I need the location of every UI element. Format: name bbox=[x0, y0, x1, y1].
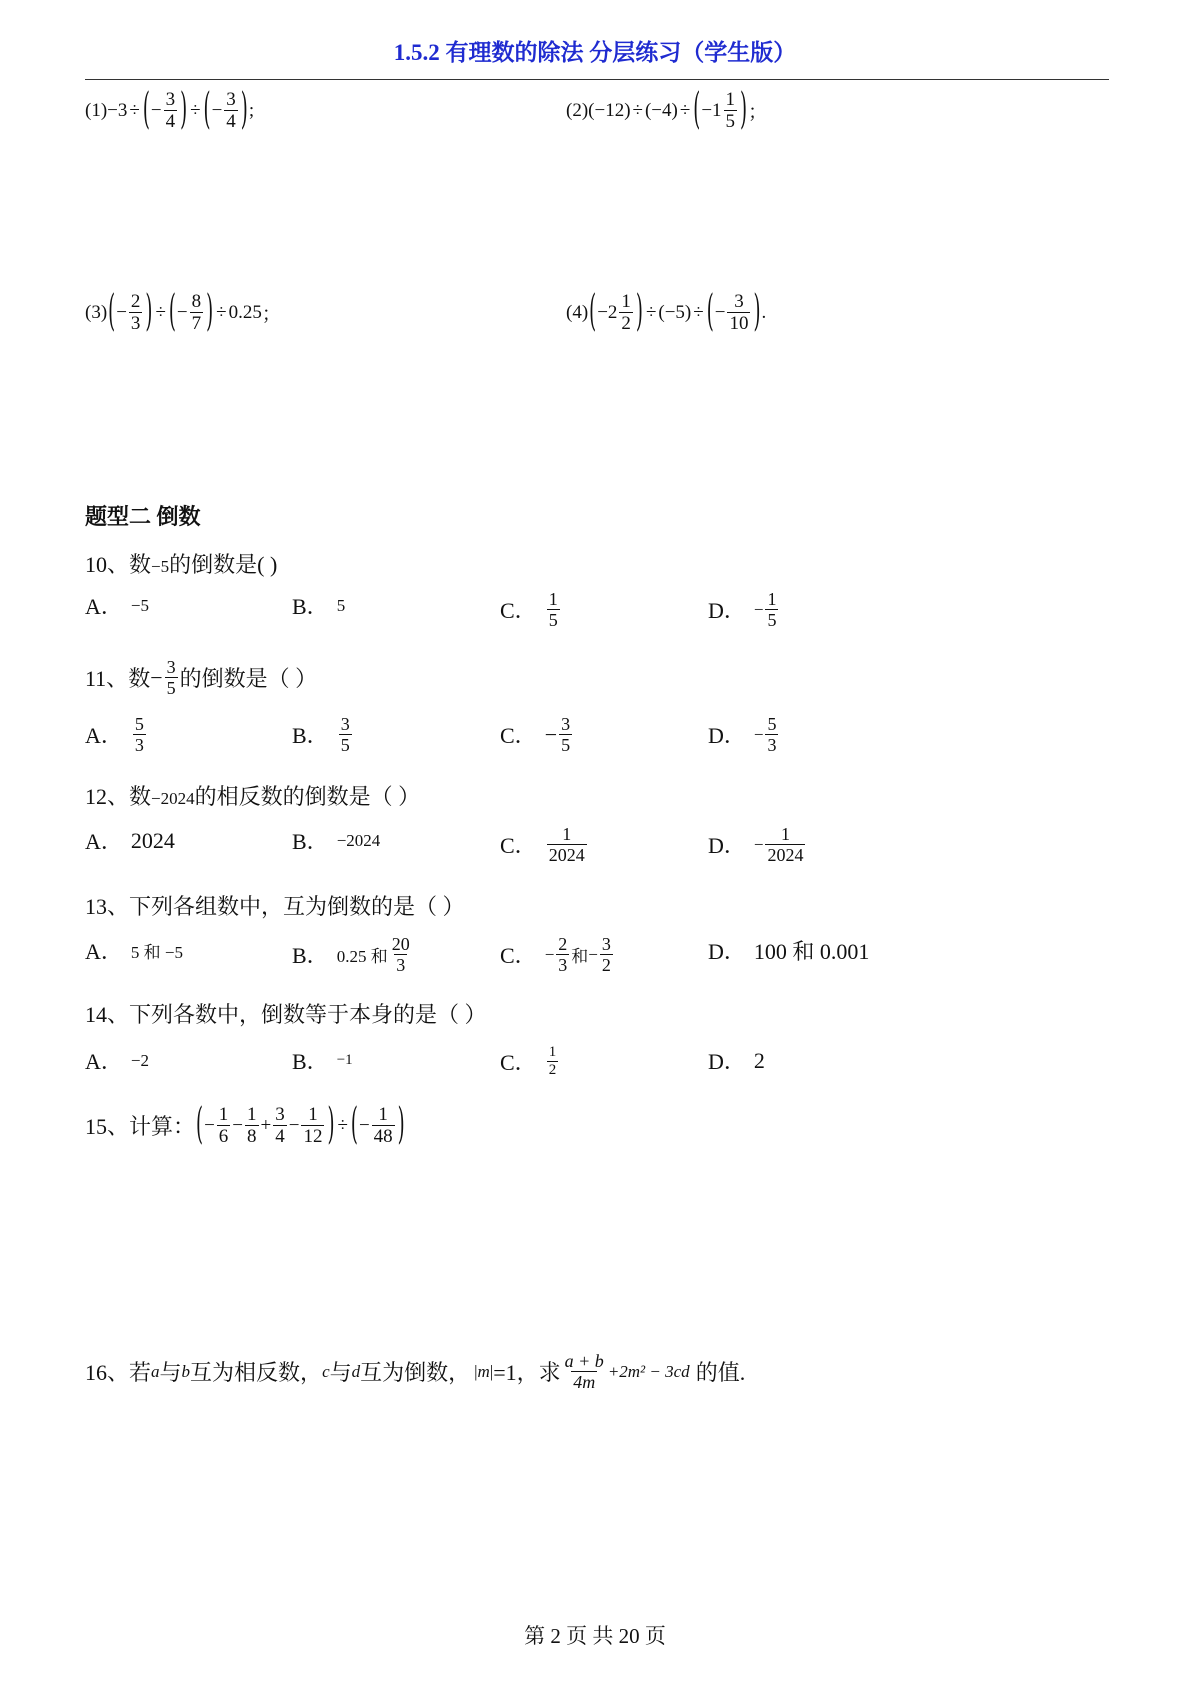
calc-problem-3: (3) ( − $\frac{2}{3}$ ) ÷ ( − $\frac{8}{7}$ ) ÷ 0.25 ； bbox=[85, 286, 281, 337]
q12-option-b[interactable]: B． −2024 bbox=[292, 829, 381, 854]
q13-option-a[interactable]: A． 5 和 −5 bbox=[85, 939, 183, 964]
fraction: $\frac{3}{4}$ bbox=[165, 89, 176, 132]
q14-option-d[interactable]: D． 2 bbox=[708, 1047, 765, 1074]
q11-option-a[interactable]: A． $\frac{5}{3}$ bbox=[85, 714, 144, 755]
question-11: 11、 数 − $\frac{3}{5}$ 的倒数是（ ） bbox=[85, 657, 318, 698]
q12-option-d[interactable]: D． − $\frac{1}{2024}$ bbox=[708, 824, 804, 865]
q10-option-b[interactable]: B． 5 bbox=[292, 594, 346, 619]
q12-option-a[interactable]: A． 2024 bbox=[85, 827, 175, 854]
q11-option-b[interactable]: B． $\frac{3}{5}$ bbox=[292, 714, 350, 755]
fraction: $\frac{3}{4}$ bbox=[226, 89, 236, 132]
q13-option-d[interactable]: D． 100 和 0.001 bbox=[708, 939, 870, 964]
q13-option-b[interactable]: B． 0.25 和 $\frac{20}{3}$ bbox=[292, 934, 410, 975]
question-13: 13、下列各组数中，互为倒数的是（ ） bbox=[85, 894, 465, 919]
q14-option-a[interactable]: A． −2 bbox=[85, 1049, 149, 1074]
fraction: $\frac{8}{7}$ bbox=[191, 291, 202, 334]
q10-option-a[interactable]: A． −5 bbox=[85, 594, 149, 619]
fraction: $\frac{1}{5}$ bbox=[725, 89, 736, 132]
q10-option-c[interactable]: C． $\frac{1}{5}$ bbox=[500, 589, 558, 630]
q12-option-c[interactable]: C． $\frac{1}{2024}$ bbox=[500, 824, 585, 865]
question-12: 12、数−2024的相反数的倒数是（ ） bbox=[85, 784, 421, 809]
fraction: $\frac{2}{3}$ bbox=[130, 291, 141, 334]
fraction: $\frac{1}{2}$ bbox=[621, 291, 631, 334]
q14-option-c[interactable]: C． $\frac{1}{2}$ bbox=[500, 1044, 557, 1078]
fraction: $\frac{3}{10}$ bbox=[729, 291, 749, 334]
question-15: 15、 计算： ( − $\frac{1}{6}$ − $\frac{1}{8}$ + $\frac{3}{4}$ − $\frac{1}{12}$ ) ÷ ( − $\frac{1}{48}$ ) bbox=[85, 1099, 405, 1150]
page-title: 1.5.2 有理数的除法 分层练习（学生版） bbox=[393, 40, 797, 65]
q14-option-b[interactable]: B． −1 bbox=[292, 1049, 353, 1074]
calc-problem-2: (2) (−12) ÷ (−4) ÷ ( −1 $\frac{1}{5}$ ) ； bbox=[566, 84, 768, 135]
q13-option-c[interactable]: C． − $\frac{2}{3}$ 和 − $\frac{3}{2}$ bbox=[500, 934, 611, 975]
question-16: 16、 若 a 与 b 互为相反数， c 与 d 互为倒数， |m| =1，求 $\frac{a + b}{4m}$ +2m² − 3cd 的值. bbox=[85, 1351, 746, 1392]
question-14: 14、下列各数中，倒数等于本身的是（ ） bbox=[85, 1002, 487, 1027]
q11-option-d[interactable]: D． − $\frac{5}{3}$ bbox=[708, 714, 777, 755]
header-rule bbox=[85, 79, 1109, 80]
page-footer: 第 2 页 共 20 页 bbox=[524, 1624, 666, 1648]
q10-option-d[interactable]: D． − $\frac{1}{5}$ bbox=[708, 589, 777, 630]
calc-problem-1: (1) −3 ÷ ( − $\frac{3}{4}$ ) ÷ ( − $\frac{3}{4}$ ) ; bbox=[85, 84, 255, 135]
question-10: 10、数−5的倒数是( ) bbox=[85, 552, 278, 577]
q11-option-c[interactable]: C． − $\frac{3}{5}$ bbox=[500, 714, 571, 755]
section-heading: 题型二 倒数 bbox=[85, 504, 201, 529]
calc-problem-4: (4) ( −2 $\frac{1}{2}$ ) ÷ (−5) ÷ ( − $\frac{3}{10}$ ) . bbox=[566, 286, 767, 337]
